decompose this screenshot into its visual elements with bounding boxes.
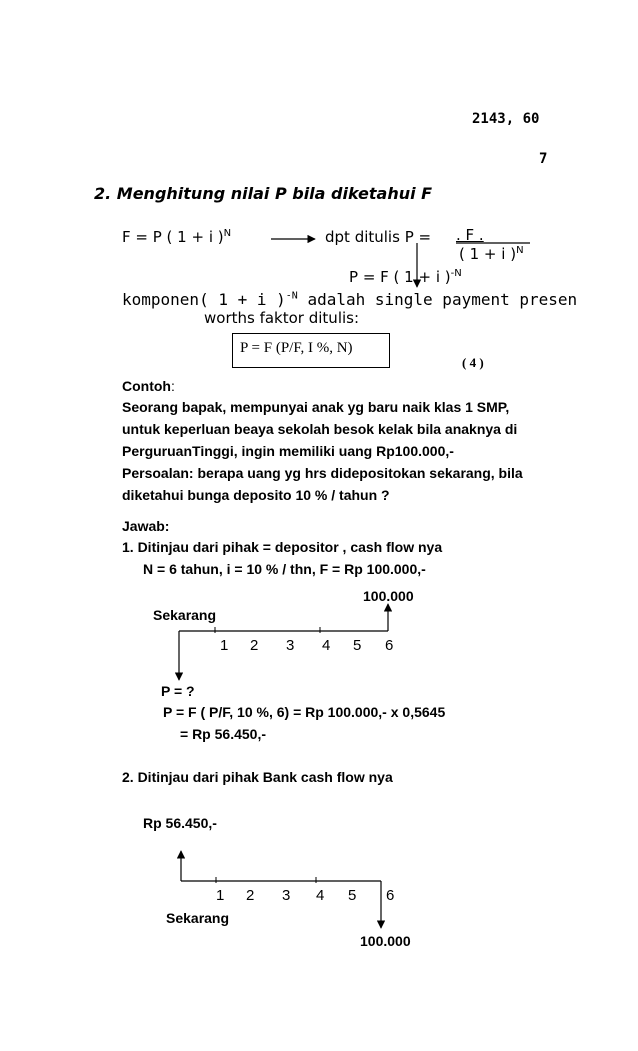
contoh-line-2: untuk keperluan beaya sekolah besok kelak bila anaknya di bbox=[122, 421, 518, 437]
case2-period-3: 3 bbox=[282, 887, 291, 904]
cash-flow-diagram-bank bbox=[181, 851, 381, 928]
equation-number: ( 4 ) bbox=[462, 355, 484, 370]
case2-future-value: 100.000 bbox=[360, 933, 411, 949]
komponen-text-a: komponen( 1 + i ) bbox=[122, 290, 286, 309]
fraction-numerator: . F . bbox=[456, 226, 484, 244]
case2-present-value: Rp 56.450,- bbox=[143, 815, 217, 831]
case1-period-3: 3 bbox=[286, 637, 295, 654]
case2-period-6: 6 bbox=[386, 887, 395, 904]
p-formula: P = F ( P/F, 10 %, 6) = Rp 100.000,- x 0,5645 bbox=[163, 704, 446, 720]
exponent-neg-n: -N bbox=[450, 268, 462, 279]
case1-period-2: 2 bbox=[250, 637, 259, 654]
p-result: = Rp 56.450,- bbox=[180, 726, 266, 742]
section-heading: 2. Menghitung nilai P bila diketahui F bbox=[94, 184, 433, 203]
contoh-line-1: Seorang bapak, mempunyai anak yg baru naik klas 1 SMP, bbox=[122, 399, 510, 415]
p-question: P = ? bbox=[161, 683, 195, 699]
page-number: 7 bbox=[539, 151, 548, 167]
case1-future-value: 100.000 bbox=[363, 588, 414, 604]
case2-period-2: 2 bbox=[246, 887, 255, 904]
boxed-formula: P = F (P/F, I %, N) bbox=[240, 340, 353, 356]
case1-period-5: 5 bbox=[353, 637, 362, 654]
contoh-line-5: diketahui bunga deposito 10 % / tahun ? bbox=[122, 487, 390, 503]
case2-now-label: Sekarang bbox=[166, 910, 230, 926]
contoh-line-4: Persoalan: berapa uang yg hrs didepositokan sekarang, bila bbox=[122, 465, 523, 481]
contoh-line-3: PerguruanTinggi, ingin memiliki uang Rp100.000,- bbox=[122, 443, 454, 459]
contoh-colon: : bbox=[170, 378, 175, 394]
komponen-text-b: adalah single payment presen bbox=[297, 290, 578, 309]
case2-title: 2. Ditinjau dari pihak Bank cash flow nya bbox=[122, 769, 393, 785]
dpt-ditulis-label: dpt ditulis P = bbox=[325, 228, 432, 246]
case2-period-1: 1 bbox=[216, 887, 225, 904]
jawab-label: Jawab: bbox=[122, 518, 170, 534]
cash-flow-diagram-depositor bbox=[179, 604, 388, 680]
header-code: 2143, 60 bbox=[472, 111, 540, 127]
exponent-n-denominator: N bbox=[516, 245, 524, 256]
exponent-n: N bbox=[223, 228, 232, 239]
case1-period-6: 6 bbox=[385, 637, 394, 654]
case2-period-5: 5 bbox=[348, 887, 357, 904]
fraction-denominator-text: ( 1 + i ) bbox=[459, 245, 517, 263]
formula-f-text: F = P ( 1 + i ) bbox=[122, 228, 224, 246]
case1-params: N = 6 tahun, i = 10 % / thn, F = Rp 100.000,- bbox=[143, 561, 426, 577]
case1-now-label: Sekarang bbox=[153, 607, 217, 623]
contoh-label: Contoh bbox=[122, 378, 171, 394]
worths-line: worths faktor ditulis: bbox=[204, 309, 360, 327]
case1-period-1: 1 bbox=[220, 637, 229, 654]
case1-title: 1. Ditinjau dari pihak = depositor , cash flow nya bbox=[122, 539, 443, 555]
exponent-neg-n-komponen: -N bbox=[285, 290, 298, 302]
case1-period-4: 4 bbox=[322, 637, 331, 654]
case2-period-4: 4 bbox=[316, 887, 325, 904]
formula-p-text: P = F ( 1 + i ) bbox=[349, 268, 451, 286]
